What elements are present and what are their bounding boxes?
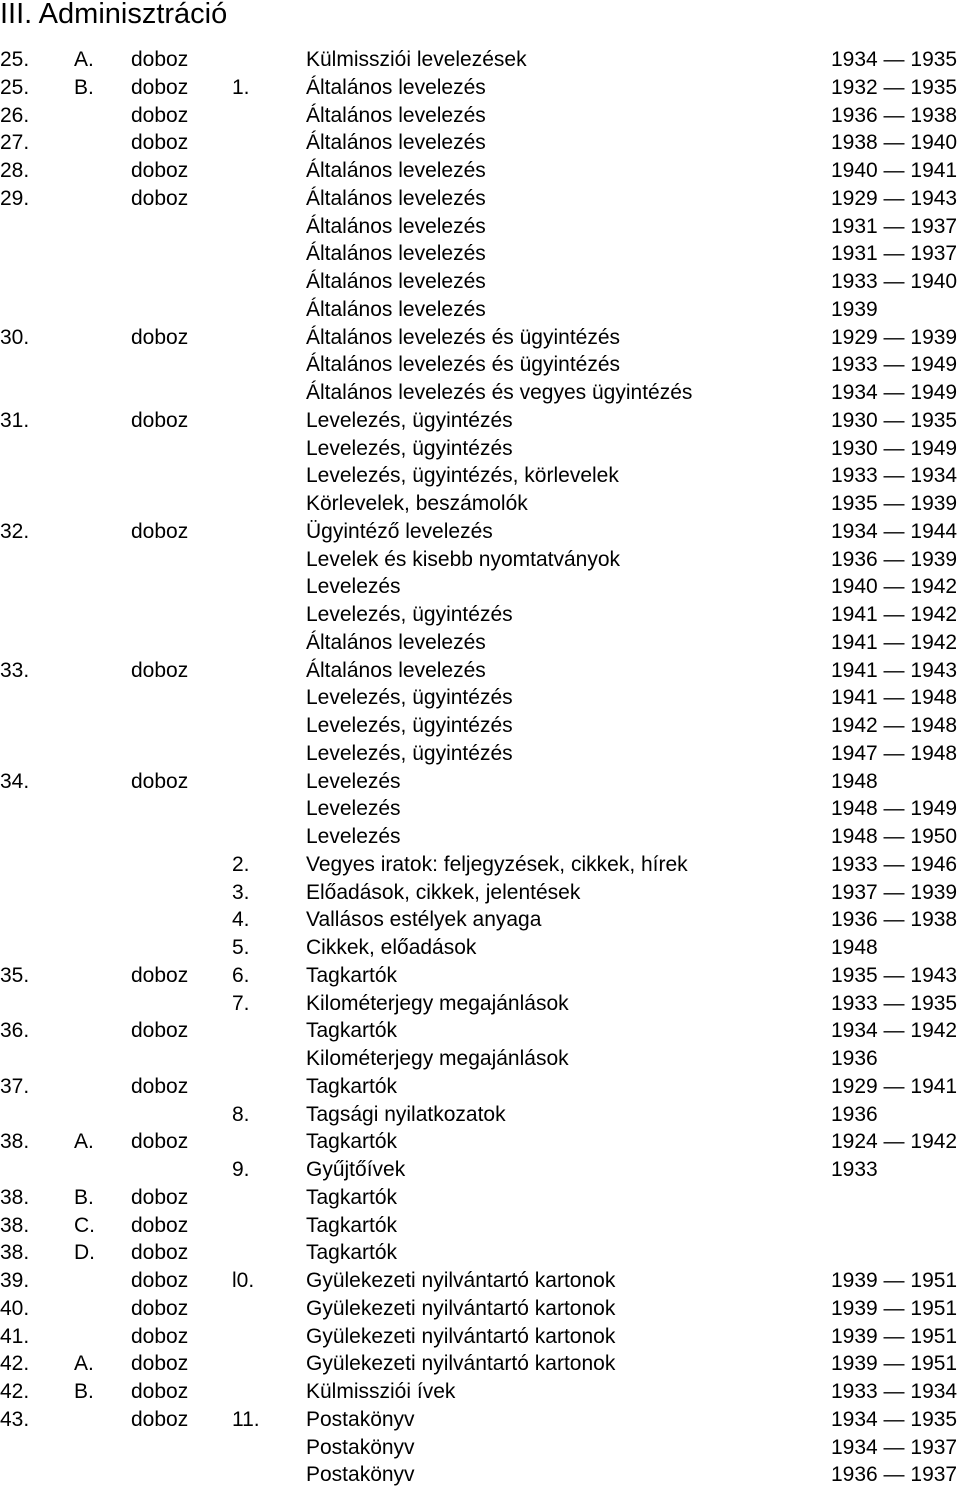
list-item: [0, 934, 960, 962]
box-label: doboz: [131, 769, 189, 793]
item-years: 1942 — 1948: [831, 714, 958, 737]
item-years: 1934 — 1937: [831, 1435, 958, 1459]
list-item: [0, 1267, 960, 1295]
box-letter: B.: [74, 75, 94, 99]
item-years: 1936 — 1938: [831, 103, 958, 127]
list-item: [0, 379, 960, 407]
box-number: 29.: [0, 186, 30, 210]
list-item: [0, 435, 960, 463]
item-years: 1932 — 1935: [831, 75, 958, 99]
list-item: [0, 740, 960, 768]
list-item: [0, 213, 960, 241]
box-number: 32.: [0, 519, 30, 543]
list-item: [0, 324, 960, 352]
item-title: Gyülekezeti nyilvántartó kartonok: [306, 1352, 616, 1376]
box-label: doboz: [131, 159, 189, 182]
list-item: [0, 1323, 960, 1351]
item-title: Gyülekezeti nyilvántartó kartonok: [306, 1269, 616, 1292]
item-title: Általános levelezés: [306, 103, 486, 127]
list-item: [0, 823, 960, 851]
list-item: [0, 1045, 960, 1073]
list-item: [0, 129, 960, 157]
list-item: [0, 768, 960, 796]
item-title: Előadások, cikkek, jelentések: [306, 880, 581, 904]
list-item: [0, 462, 960, 490]
item-title: Tagkartók: [306, 1213, 398, 1237]
list-item: [0, 629, 960, 657]
series-number: 1.: [232, 75, 250, 99]
box-number: 25.: [0, 48, 30, 71]
list-item: [0, 1184, 960, 1212]
list-item: [0, 46, 960, 74]
box-label: doboz: [131, 1241, 189, 1265]
item-title: Levelek és kisebb nyomtatványok: [306, 547, 621, 571]
item-years: 1929 — 1941: [831, 1074, 958, 1098]
box-label: doboz: [131, 1352, 189, 1376]
item-years: 1929 — 1939: [831, 325, 958, 349]
box-number: 38.: [0, 1241, 30, 1265]
item-years: 1933 — 1949: [831, 353, 958, 377]
item-title: Levelezés: [306, 575, 401, 599]
item-years: 1933 — 1935: [831, 991, 958, 1015]
list-item: [0, 657, 960, 685]
list-item: [0, 518, 960, 546]
list-item: [0, 1101, 960, 1129]
box-letter: A.: [74, 48, 94, 71]
series-number: 9.: [232, 1158, 250, 1181]
item-title: Levelezés: [306, 825, 401, 848]
item-title: Tagkartók: [306, 1185, 398, 1209]
box-label: doboz: [131, 325, 189, 349]
list-item: [0, 102, 960, 130]
item-title: Tagkartók: [306, 963, 398, 987]
item-years: 1933 — 1934: [831, 464, 958, 488]
box-label: doboz: [131, 408, 189, 432]
box-number: 38.: [0, 1130, 30, 1154]
box-letter: A.: [74, 1352, 94, 1376]
item-years: 1934 — 1949: [831, 381, 958, 404]
list-item: [0, 157, 960, 185]
item-years: 1940 — 1942: [831, 575, 958, 599]
box-label: doboz: [131, 1324, 189, 1348]
item-years: 1936: [831, 1047, 878, 1070]
series-number: 7.: [232, 991, 250, 1015]
item-title: Általános levelezés: [306, 242, 486, 266]
list-item: [0, 1434, 960, 1462]
list-item: [0, 1017, 960, 1045]
item-years: 1948: [831, 936, 878, 959]
item-years: 1933: [831, 1158, 878, 1181]
list-item: [0, 1212, 960, 1240]
box-number: 35.: [0, 963, 30, 987]
box-number: 33.: [0, 658, 30, 682]
item-years: 1933 — 1946: [831, 852, 958, 876]
item-title: Általános levelezés: [306, 630, 486, 654]
box-number: 28.: [0, 159, 30, 182]
series-number: 5.: [232, 936, 250, 959]
list-item: [0, 573, 960, 601]
item-title: Tagsági nyilatkozatok: [306, 1102, 506, 1126]
item-title: Általános levelezés és ügyintézés: [306, 325, 621, 349]
list-item: [0, 795, 960, 823]
item-title: Levelezés, ügyintézés: [306, 408, 513, 432]
box-label: doboz: [131, 1130, 189, 1154]
list-item: [0, 879, 960, 907]
item-title: Általános levelezés és ügyintézés: [306, 353, 621, 377]
item-years: 1941 — 1942: [831, 630, 958, 654]
list-item: [0, 1156, 960, 1184]
item-years: 1939 — 1951: [831, 1324, 958, 1348]
list-item: [0, 851, 960, 879]
item-years: 1931 — 1937: [831, 242, 958, 266]
item-years: 1934 — 1944: [831, 519, 958, 543]
item-title: Levelezés: [306, 797, 401, 821]
list-item: [0, 1073, 960, 1101]
box-number: 30.: [0, 325, 30, 349]
box-number: 42.: [0, 1352, 30, 1376]
box-number: 26.: [0, 103, 30, 127]
item-title: Postakönyv: [306, 1407, 415, 1431]
item-title: Általános levelezés: [306, 270, 486, 293]
list-item: [0, 601, 960, 629]
box-number: 34.: [0, 769, 30, 793]
series-number: 3.: [232, 880, 250, 904]
box-label: doboz: [131, 75, 189, 99]
item-title: Kilométerjegy megajánlások: [306, 1047, 569, 1070]
item-title: Levelezés, ügyintézés: [306, 714, 513, 737]
box-number: 37.: [0, 1074, 30, 1098]
item-title: Körlevelek, beszámolók: [306, 492, 528, 515]
list-item: [0, 240, 960, 268]
item-years: 1924 — 1942: [831, 1130, 958, 1154]
item-title: Külmissziói levelezések: [306, 48, 527, 71]
box-label: doboz: [131, 1074, 189, 1098]
item-title: Gyülekezeti nyilvántartó kartonok: [306, 1296, 616, 1320]
item-title: Általános levelezés: [306, 297, 486, 321]
item-title: Postakönyv: [306, 1435, 415, 1459]
item-years: 1940 — 1941: [831, 159, 958, 182]
item-years: 1948 — 1950: [831, 825, 958, 848]
item-title: Vallásos estélyek anyaga: [306, 908, 542, 932]
box-label: doboz: [131, 103, 189, 127]
list-item: [0, 1378, 960, 1406]
item-title: Levelezés, ügyintézés: [306, 436, 513, 460]
item-title: Postakönyv: [306, 1463, 415, 1487]
box-number: 25.: [0, 75, 30, 99]
box-label: doboz: [131, 48, 189, 71]
series-number: 6.: [232, 963, 250, 987]
item-title: Általános levelezés: [306, 658, 486, 682]
item-years: 1941 — 1943: [831, 658, 958, 682]
list-item: [0, 1239, 960, 1267]
item-years: 1933 — 1934: [831, 1380, 958, 1403]
item-years: 1936: [831, 1102, 878, 1126]
list-item: [0, 1128, 960, 1156]
item-years: 1948 — 1949: [831, 797, 958, 821]
item-years: 1939 — 1951: [831, 1296, 958, 1320]
box-letter: D.: [74, 1241, 95, 1265]
item-title: Levelezés, ügyintézés: [306, 741, 513, 765]
item-years: 1935 — 1943: [831, 963, 958, 987]
item-title: Levelezés: [306, 769, 401, 793]
item-years: 1936 — 1939: [831, 547, 958, 571]
inventory-list: [0, 46, 960, 1489]
item-years: 1934 — 1942: [831, 1019, 958, 1043]
series-number: 8.: [232, 1102, 250, 1126]
item-title: Ügyintéző levelezés: [306, 519, 493, 543]
box-label: doboz: [131, 1019, 189, 1043]
item-years: 1935 — 1939: [831, 492, 958, 515]
box-letter: B.: [74, 1185, 94, 1209]
list-item: [0, 296, 960, 324]
series-number: 2.: [232, 852, 250, 876]
series-number: 11.: [232, 1407, 260, 1431]
box-number: 36.: [0, 1019, 30, 1043]
item-title: Cikkek, előadások: [306, 936, 477, 959]
item-title: Levelezés, ügyintézés: [306, 603, 513, 626]
item-years: 1941 — 1948: [831, 686, 958, 710]
series-number: 4.: [232, 908, 250, 932]
item-title: Tagkartók: [306, 1241, 398, 1265]
item-title: Tagkartók: [306, 1130, 398, 1154]
box-letter: B.: [74, 1380, 94, 1403]
box-label: doboz: [131, 658, 189, 682]
box-number: 31.: [0, 408, 30, 432]
list-item: [0, 74, 960, 102]
item-years: 1939 — 1951: [831, 1352, 958, 1376]
item-years: 1939 — 1951: [831, 1269, 958, 1292]
item-years: 1938 — 1940: [831, 131, 958, 155]
list-item: [0, 684, 960, 712]
item-title: Levelezés, ügyintézés, körlevelek: [306, 464, 619, 488]
list-item: [0, 490, 960, 518]
list-item: [0, 407, 960, 435]
item-title: Általános levelezés: [306, 75, 486, 99]
item-title: Vegyes iratok: feljegyzések, cikkek, hírek: [306, 852, 688, 876]
list-item: [0, 1295, 960, 1323]
item-years: 1934 — 1935: [831, 48, 958, 71]
item-years: 1931 — 1937: [831, 214, 958, 238]
item-title: Tagkartók: [306, 1019, 398, 1043]
item-years: 1939: [831, 297, 878, 321]
item-title: Általános levelezés: [306, 159, 486, 182]
box-number: 42.: [0, 1380, 30, 1403]
box-number: 39.: [0, 1269, 30, 1292]
item-years: 1930 — 1935: [831, 408, 958, 432]
item-years: 1936 — 1938: [831, 908, 958, 932]
item-years: 1947 — 1948: [831, 741, 958, 765]
item-title: Gyűjtőívek: [306, 1158, 406, 1181]
list-item: [0, 351, 960, 379]
list-item: [0, 712, 960, 740]
series-number: l0.: [232, 1269, 255, 1292]
list-item: [0, 268, 960, 296]
box-number: 43.: [0, 1407, 30, 1431]
box-label: doboz: [131, 519, 189, 543]
item-title: Általános levelezés: [306, 131, 486, 155]
item-title: Általános levelezés: [306, 214, 486, 238]
box-label: doboz: [131, 1296, 189, 1320]
box-number: 41.: [0, 1324, 30, 1348]
item-title: Általános levelezés: [306, 186, 486, 210]
box-number: 40.: [0, 1296, 30, 1320]
item-title: Tagkartók: [306, 1074, 398, 1098]
item-years: 1933 — 1940: [831, 270, 958, 293]
item-years: 1934 — 1935: [831, 1407, 958, 1431]
box-letter: C.: [74, 1213, 95, 1237]
box-label: doboz: [131, 1380, 189, 1403]
item-title: Általános levelezés és vegyes ügyintézés: [306, 381, 693, 404]
list-item: [0, 990, 960, 1018]
box-number: 27.: [0, 131, 30, 155]
box-label: doboz: [131, 1213, 189, 1237]
box-label: doboz: [131, 131, 189, 155]
list-item: [0, 962, 960, 990]
item-years: 1930 — 1949: [831, 436, 958, 460]
item-years: 1929 — 1943: [831, 186, 958, 210]
list-item: [0, 185, 960, 213]
item-title: Levelezés, ügyintézés: [306, 686, 513, 710]
item-years: 1941 — 1942: [831, 603, 958, 626]
box-letter: A.: [74, 1130, 94, 1154]
box-label: doboz: [131, 1407, 189, 1431]
list-item: [0, 1350, 960, 1378]
list-item: [0, 906, 960, 934]
page-title: III. Adminisztráció: [0, 0, 228, 30]
box-number: 38.: [0, 1213, 30, 1237]
box-label: doboz: [131, 186, 189, 210]
item-title: Kilométerjegy megajánlások: [306, 991, 569, 1015]
box-label: doboz: [131, 963, 189, 987]
box-label: doboz: [131, 1269, 189, 1292]
box-label: doboz: [131, 1185, 189, 1209]
list-item: [0, 1461, 960, 1489]
item-years: 1937 — 1939: [831, 880, 958, 904]
box-number: 38.: [0, 1185, 30, 1209]
item-title: Gyülekezeti nyilvántartó kartonok: [306, 1324, 616, 1348]
item-title: Külmissziói ívek: [306, 1380, 456, 1403]
item-years: 1936 — 1937: [831, 1463, 958, 1487]
list-item: [0, 1406, 960, 1434]
item-years: 1948: [831, 769, 878, 793]
list-item: [0, 546, 960, 574]
